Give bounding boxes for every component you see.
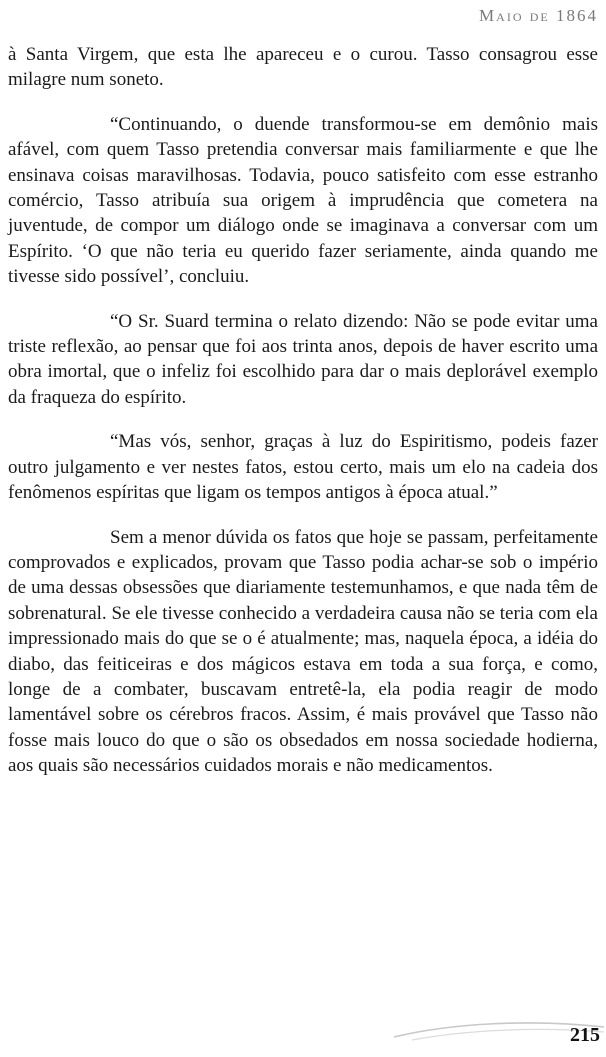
page-number: 215 [570,1024,600,1046]
paragraph: à Santa Virgem, que esta lhe apareceu e o curou. Tasso consagrou esse milagre num soneto. [8,44,598,91]
running-header: Maio de 1864 [479,6,598,25]
paragraph: “Mas vós, senhor, graças à luz do Espiritismo, podeis fazer outro julgamento e ver nestes fatos, estou certo, mais um elo na cadeia dos fenômenos espíritas que ligam os tempos antigos à época atual.” [8,431,598,504]
paragraph: “O Sr. Suard termina o relato dizendo: Não se pode evitar uma triste reflexão, ao pensar que foi aos trinta anos, depois de haver escrito uma obra imortal, que o infeliz foi escolhido para dar o mais deplorável exemplo da fraqueza do espírito. [8,310,598,408]
page-body [8,42,598,798]
paragraph: Sem a menor dúvida os fatos que hoje se passam, perfeitamente comprovados e explicados, provam que Tasso podia achar-se sob o império de uma dessas obsessões que diariamente testemunhamos, e que nada têm de sobrenatural. Se ele tivesse conhecido a verdadeira causa não se teria com ela impressionado mais do que se o é atualmente; mas, naquela época, a idéia do diabo, das feiticeiras e dos mágicos estava em toda a sua força, e como, longe de a combater, buscavam entretê-la, ela podia reagir de modo lamentável sobre os cérebros fracos. Assim, é mais provável que Tasso não fosse mais louco do que o são os obsedados em nossa sociedade hodierna, aos quais são necessários cuidados morais e não medicamentos. [8,526,598,777]
paragraph: “Continuando, o duende transformou-se em demônio mais afável, com quem Tasso pretendia conversar mais familiarmente e que lhe ensinava coisas maravilhosas. Todavia, pouco satisfeito com esse estranho comércio, Tasso atribuía sua origem à imprudência que cometera na juventude, de compor um diálogo onde se imaginava a conversar com um Espírito. ‘O que não teria eu querido fazer seriamente, ainda quando me tivesse sido possível’, concluiu. [8,113,598,288]
